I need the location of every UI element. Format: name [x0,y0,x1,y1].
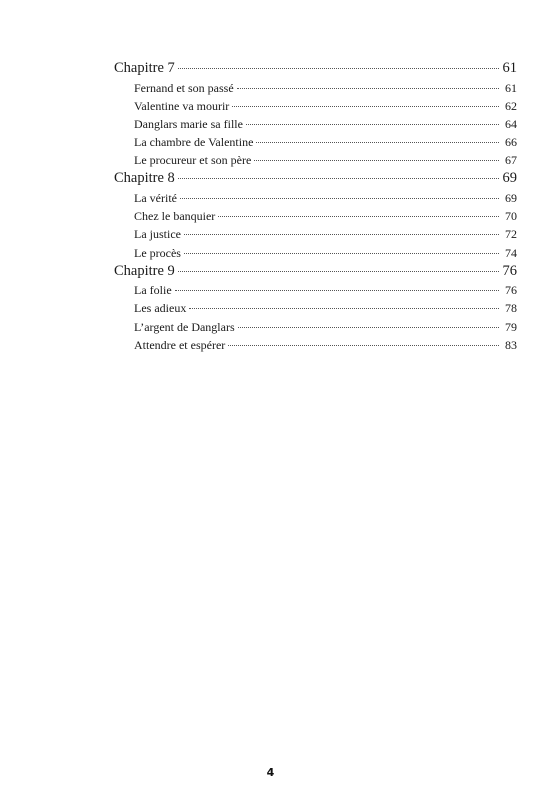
toc-entry[interactable] [114,318,517,336]
entry-title: Le procès [134,245,181,260]
dot-leader [232,106,499,107]
entry-title: Danglars marie sa fille [134,116,243,131]
entry-title: La chambre de Valentine [134,135,254,150]
entry-title: La folie [134,283,172,298]
toc-entry[interactable] [114,336,517,354]
toc-entry[interactable] [114,189,517,207]
chapter-title: Chapitre 9 [114,262,175,279]
entry-page-number: 74 [505,245,517,260]
dot-leader [178,68,499,69]
toc-chapter-7[interactable] [114,59,517,79]
entry-title: Valentine va mourir [134,98,230,113]
chapter-page-number: 61 [502,60,517,76]
toc-chapter-8[interactable] [114,169,517,189]
entry-title: La justice [134,227,181,242]
dot-leader [184,234,499,235]
dot-leader [254,160,499,161]
dot-leader [175,290,499,291]
entry-page-number: 66 [505,135,517,150]
entry-page-number: 70 [505,209,517,224]
chapter-title: Chapitre 7 [114,60,175,76]
dot-leader [237,88,499,89]
entry-title: La vérité [134,190,177,205]
dot-leader [228,345,499,346]
toc-entry[interactable] [114,79,517,97]
toc-entry[interactable] [114,151,517,169]
entry-page-number: 67 [505,153,517,168]
dot-leader [178,271,499,272]
chapter-page-number: 76 [502,262,517,279]
dot-leader [184,253,499,254]
entry-page-number: 72 [505,227,517,242]
dot-leader [246,124,499,125]
dot-leader [180,198,499,199]
chapter-title: Chapitre 8 [114,170,175,187]
page-number: 4 [266,766,275,779]
toc-entry[interactable] [114,244,517,262]
entry-page-number: 61 [505,80,517,95]
toc-entry[interactable] [114,97,517,115]
entry-title: Les adieux [134,301,187,316]
entry-title: Chez le banquier [134,209,216,224]
dot-leader [238,327,499,328]
dot-leader [256,142,499,143]
dot-leader [178,178,499,179]
toc-entry[interactable] [114,115,517,133]
toc-entry[interactable] [114,133,517,151]
toc-entry[interactable] [114,299,517,317]
entry-page-number: 79 [505,319,517,334]
chapter-page-number: 69 [502,170,517,187]
entry-title: Attendre et espérer [134,337,226,352]
toc-chapter-9[interactable] [114,262,517,282]
entry-title: Le procureur et son père [134,153,252,168]
entry-title: L’argent de Danglars [134,319,235,334]
entry-page-number: 64 [505,116,517,131]
toc-entry[interactable] [114,225,517,243]
dot-leader [189,308,499,309]
entry-page-number: 78 [505,301,517,316]
entry-title: Fernand et son passé [134,80,234,95]
entry-page-number: 69 [505,190,517,205]
entry-page-number: 83 [505,337,517,352]
dot-leader [218,216,499,217]
entry-page-number: 76 [505,283,517,298]
toc-entry[interactable] [114,281,517,299]
table-of-contents [114,59,517,354]
entry-page-number: 62 [505,98,517,113]
toc-entry[interactable] [114,207,517,225]
